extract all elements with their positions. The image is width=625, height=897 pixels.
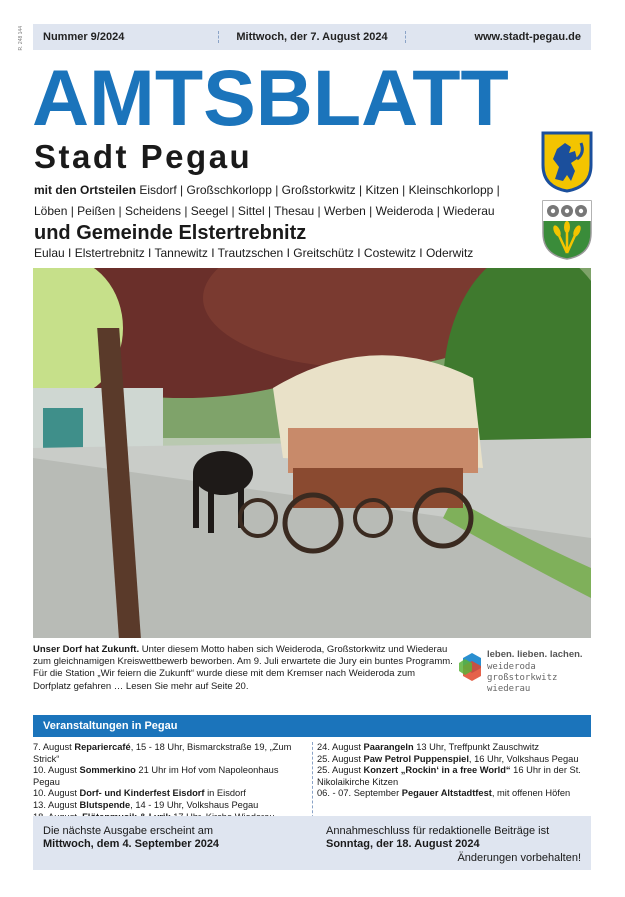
caption-text: Unter diesem Motto haben sich Weideroda, Großstorkwitz und Wiederau zum gleichnamigen Kreiswettbewerb beworben. Am 9. Juli erwartete die Jury ein buntes Programm. Für die Station „Wir feiern die Zukunft“ wurde diese mit dem Kremser nach Weideroda zum Dorfplatz gefahren … Lesen Sie mehr auf Seite 20. (33, 644, 453, 692)
campaign-logo-icon (459, 651, 485, 681)
website-link[interactable]: www.stadt-pegau.de (474, 31, 581, 43)
deadline-date: Sonntag, der 18. August 2024 (326, 838, 480, 850)
campaign-place-2: großstorkwitz (487, 673, 558, 683)
events-list (33, 742, 591, 823)
print-marker: R. 248 144 (18, 26, 24, 51)
events-column-right (312, 742, 591, 823)
event-item: 25. August Paw Petrol Puppenspiel, 16 Uhr, Volkshaus Pegau (317, 753, 579, 764)
issue-date: Mittwoch, der 7. August 2024 (218, 31, 405, 43)
cover-photo (33, 268, 591, 638)
elstertrebnitz-coat-of-arms-icon (541, 199, 593, 261)
next-issue-date: Mittwoch, dem 4. September 2024 (43, 838, 220, 850)
header-bar (33, 24, 591, 50)
footer-box (33, 816, 591, 870)
pegau-coat-of-arms-icon (541, 131, 593, 193)
photo-caption (33, 644, 453, 693)
events-heading: Veranstaltungen in Pegau (33, 715, 591, 737)
masthead-title: AMTSBLATT (32, 53, 509, 142)
campaign-place-3: wiederau (487, 684, 531, 694)
ortsteile-list (34, 180, 524, 222)
deadline-label: Annahmeschluss für redaktionelle Beiträge ist (326, 825, 550, 837)
masthead-subtitle: Stadt Pegau (34, 138, 253, 175)
changes-note: Änderungen vorbehalten! (457, 852, 581, 864)
event-item: 06. - 07. September Pegauer Altstadtfest, mit offenen Höfen (317, 788, 571, 799)
ortsteile-names: Eisdorf | Großschkorlopp | Großstorkwitz | Kitzen | Kleinschkorlopp | Löben | Peißen | Scheidens | Seegel | Sittel | Thesau | Werben | Weideroda | Wiederau (34, 183, 500, 218)
ortsteile-prefix: mit den Ortsteilen (34, 183, 137, 197)
campaign-logo (459, 647, 594, 693)
caption-lead: Unser Dorf hat Zukunft. (33, 644, 140, 655)
deadline-info (308, 816, 591, 870)
issue-number: Nummer 9/2024 (43, 31, 125, 43)
event-item: 7. August Repariercafé, 15 - 18 Uhr, Bismarckstraße 19, „Zum Strick“ (33, 742, 292, 764)
gemeinde-list: Eulau I Elstertrebnitz I Tannewitz I Trautzschen I Greitschütz I Costewitz I Oderwitz (34, 246, 474, 260)
event-item: 10. August Sommerkino 21 Uhr im Hof vom Napoleonhaus Pegau (33, 765, 279, 787)
event-item: 24. August Paarangeln 13 Uhr, Treffpunkt Zauschwitz (317, 742, 540, 752)
campaign-place-1: weideroda (487, 662, 536, 672)
event-item: 25. August Konzert „Rockin‘ in a free World“ 16 Uhr in der St. Nikolaikirche Kitzen (317, 765, 581, 787)
gemeinde-title: und Gemeinde Elstertrebnitz (34, 222, 307, 244)
event-item: 10. August Dorf- und Kinderfest Eisdorf in Eisdorf (33, 788, 246, 799)
events-column-left (33, 742, 312, 823)
next-issue-label: Die nächste Ausgabe erscheint am (43, 825, 213, 837)
campaign-slogan: leben. lieben. lachen. (487, 649, 583, 660)
event-item: 13. August Blutspende, 14 - 19 Uhr, Volkshaus Pegau (33, 799, 259, 810)
next-issue-info (33, 816, 308, 870)
